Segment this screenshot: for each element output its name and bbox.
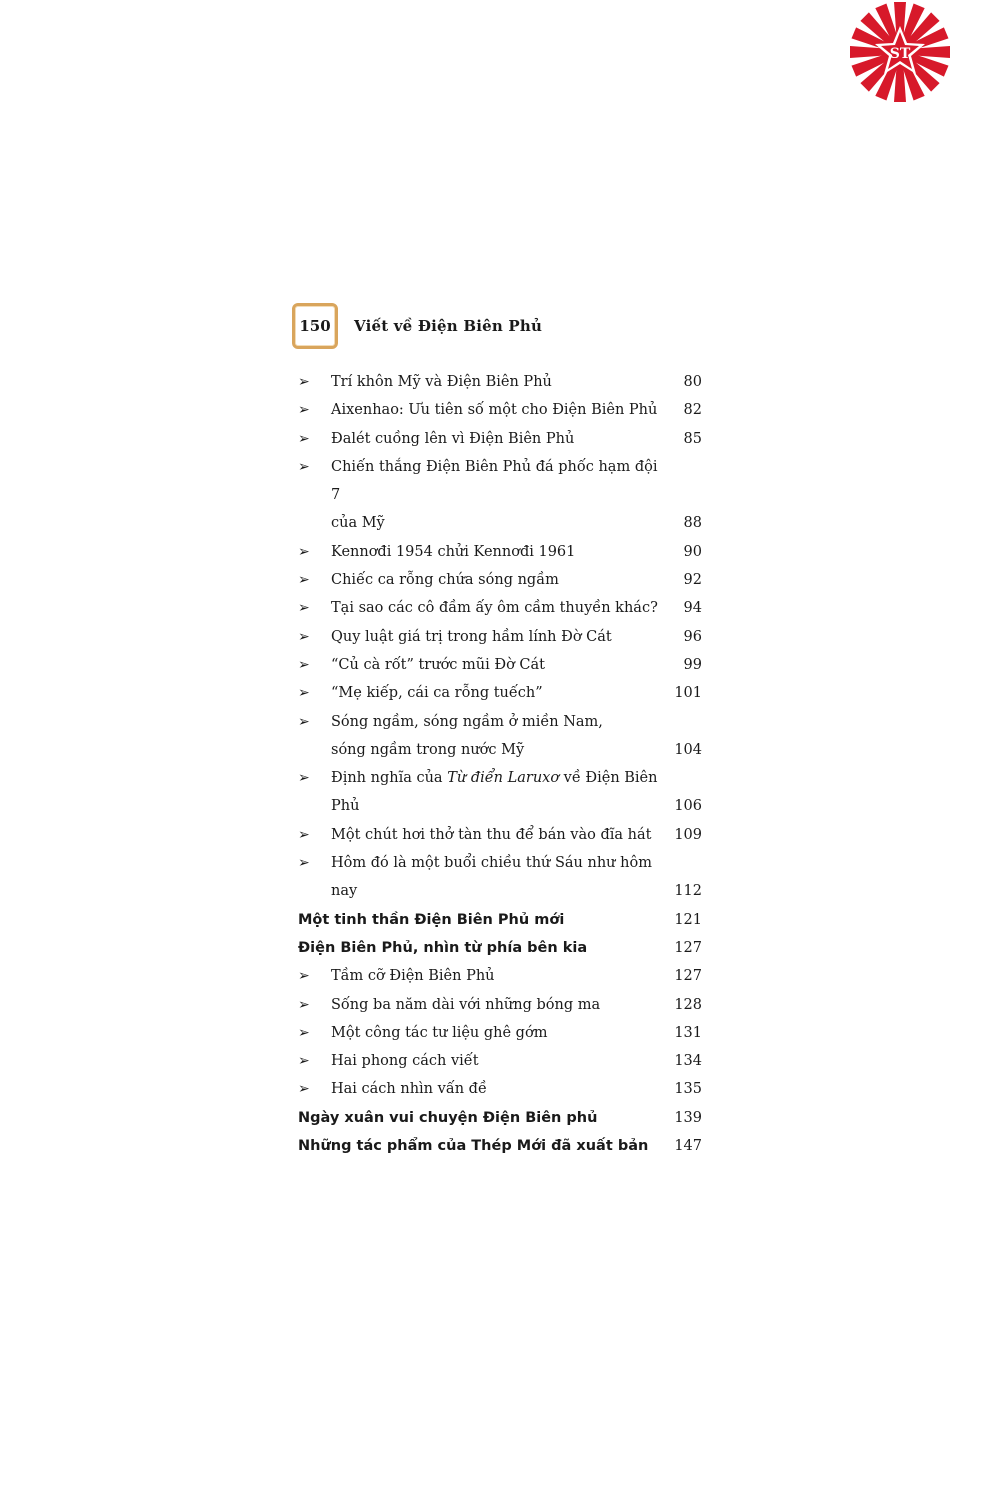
toc-entry-title (331, 368, 702, 396)
toc-page-number: 135 (674, 1081, 702, 1098)
toc-entry (298, 1075, 702, 1103)
toc-page-number: 96 (683, 628, 702, 645)
toc-entry (298, 962, 702, 990)
arrow-bullet-icon: ➢ (298, 1053, 310, 1070)
toc-entry-line: Điện Biên Phủ, nhìn từ phía bên kia (298, 939, 588, 956)
arrow-bullet-icon: ➢ (298, 1081, 310, 1098)
toc-entry-line: Một tinh thần Điện Biên Phủ mới (298, 911, 565, 928)
toc-entry-line: Một chút hơi thở tàn thu để bán vào đĩa hát (331, 826, 652, 843)
toc-entry-line: Đalét cuồng lên vì Điện Biên Phủ (331, 430, 575, 447)
toc-entry-title (331, 453, 702, 538)
toc-page-number: 101 (674, 685, 702, 702)
toc-entry-title (331, 566, 702, 594)
toc-page-number: 94 (683, 600, 702, 617)
toc-entry-suffix: về Điện Biên Phủ (331, 770, 658, 815)
arrow-bullet-icon: ➢ (298, 458, 310, 475)
toc-page-number: 121 (674, 911, 702, 928)
toc-entry-title (331, 821, 702, 849)
toc-entry-line: của Mỹ (331, 515, 385, 532)
toc-entry-title (331, 1019, 702, 1047)
toc-entry (298, 708, 702, 765)
arrow-bullet-icon: ➢ (298, 628, 310, 645)
toc-section-entry (298, 906, 702, 934)
toc-page-number: 106 (674, 798, 702, 815)
toc-entry (298, 425, 702, 453)
toc-entry (298, 679, 702, 707)
toc-page-number: 82 (683, 402, 702, 419)
toc-entry-line: “Mẹ kiếp, cái ca rỗng tuếch” (331, 685, 543, 702)
toc-entry-line: Sống ba năm dài với những bóng ma (331, 996, 601, 1013)
arrow-bullet-icon: ➢ (298, 770, 310, 787)
toc-entry (298, 849, 702, 906)
toc-entry-line: sóng ngầm trong nước Mỹ (331, 741, 525, 758)
arrow-bullet-icon: ➢ (298, 713, 310, 730)
arrow-bullet-icon: ➢ (298, 656, 310, 673)
arrow-bullet-icon: ➢ (298, 402, 310, 419)
toc-page-number: 99 (683, 656, 702, 673)
toc-entry-line: Aixenhao: Ưu tiên số một cho Điện Biên Phủ (331, 402, 658, 419)
arrow-bullet-icon: ➢ (298, 826, 310, 843)
toc-entry (298, 821, 702, 849)
toc-entry-line: Tầm cỡ Điện Biên Phủ (331, 968, 495, 985)
toc-entry-title (331, 425, 702, 453)
toc-entry (298, 538, 702, 566)
page-number: 150 (299, 317, 331, 335)
toc-entry-line: Trí khôn Mỹ và Điện Biên Phủ (331, 374, 552, 390)
toc-entry (298, 368, 702, 396)
toc-entry-line: Hai cách nhìn vấn đề (331, 1081, 487, 1098)
toc-entry-line: Ngày xuân vui chuyện Điện Biên phủ (298, 1109, 598, 1126)
toc-entry (298, 651, 702, 679)
toc-entry-title (331, 538, 702, 566)
toc-entry-line: Hai phong cách viết (331, 1053, 479, 1070)
toc-page-number: 104 (674, 741, 702, 758)
toc-entry-line: Sóng ngầm, sóng ngầm ở miền Nam, (331, 713, 603, 730)
toc-entry (298, 1019, 702, 1047)
toc-entry-line: Kennơđi 1954 chửi Kennơđi 1961 (331, 543, 576, 560)
toc-entry-title (331, 991, 702, 1019)
toc-entry-line: “Củ cà rốt” trước mũi Đờ Cát (331, 656, 545, 673)
running-title: Viết về Điện Biên Phủ (354, 317, 543, 335)
toc-page-number: 127 (674, 939, 702, 956)
toc-page-number: 109 (674, 826, 702, 843)
toc-entry-title (331, 962, 702, 990)
toc-page-number: 85 (683, 430, 702, 447)
table-of-contents (298, 368, 702, 1160)
toc-page-number: 139 (674, 1109, 702, 1126)
toc-entry-title (331, 679, 702, 707)
arrow-bullet-icon: ➢ (298, 968, 310, 985)
arrow-bullet-icon: ➢ (298, 855, 310, 872)
toc-page-number: 90 (683, 543, 702, 560)
toc-section-entry (298, 934, 702, 962)
toc-section-entry (298, 1132, 702, 1160)
toc-entry-line (331, 764, 662, 821)
toc-entry (298, 396, 702, 424)
toc-entry-line: Tại sao các cô đầm ấy ôm cầm thuyền khác? (331, 600, 658, 617)
arrow-bullet-icon: ➢ (298, 374, 310, 390)
toc-entry-title (331, 849, 702, 906)
toc-page-number: 92 (683, 572, 702, 589)
arrow-bullet-icon: ➢ (298, 572, 310, 589)
toc-page-number: 134 (674, 1053, 702, 1070)
toc-entry-title (331, 1047, 702, 1075)
toc-entry-title (331, 396, 702, 424)
toc-entry-title (331, 1075, 702, 1103)
arrow-bullet-icon: ➢ (298, 600, 310, 617)
toc-page-number: 112 (674, 883, 702, 900)
arrow-bullet-icon: ➢ (298, 685, 310, 702)
arrow-bullet-icon: ➢ (298, 543, 310, 560)
toc-page-number: 88 (683, 515, 702, 532)
toc-entry-title (331, 764, 702, 821)
page-number-badge (292, 303, 338, 349)
arrow-bullet-icon: ➢ (298, 996, 310, 1013)
toc-entry (298, 453, 702, 538)
toc-page-number: 80 (683, 374, 702, 390)
toc-entry-prefix: Định nghĩa của (331, 770, 448, 787)
toc-entry (298, 764, 702, 821)
toc-entry-line: Hôm đó là một buổi chiều thứ Sáu như hôm nay (331, 855, 652, 900)
publisher-logo-icon (846, 0, 954, 104)
toc-entry-line: Một công tác tư liệu ghê gớm (331, 1024, 548, 1041)
toc-entry-title (331, 623, 702, 651)
toc-entry-title (331, 594, 702, 622)
arrow-bullet-icon: ➢ (298, 1024, 310, 1041)
toc-page-number: 131 (674, 1024, 702, 1041)
toc-entry (298, 594, 702, 622)
toc-page-number: 147 (674, 1138, 702, 1155)
toc-entry-title (298, 906, 702, 934)
toc-entry-title (298, 1104, 702, 1132)
toc-entry-title (331, 708, 702, 765)
toc-entry-title (331, 651, 702, 679)
toc-entry (298, 1047, 702, 1075)
running-header (292, 302, 542, 350)
toc-entry-title (298, 934, 702, 962)
toc-entry-line: Chiến thắng Điện Biên Phủ đá phốc hạm đội 7 (331, 458, 658, 504)
toc-entry-title (298, 1132, 702, 1160)
toc-entry (298, 991, 702, 1019)
logo-monogram: ST (889, 46, 911, 62)
toc-entry-italic-title: Từ điển Laruxơ (447, 770, 560, 787)
toc-entry (298, 566, 702, 594)
toc-page-number: 127 (674, 968, 702, 985)
arrow-bullet-icon: ➢ (298, 430, 310, 447)
toc-section-entry (298, 1104, 702, 1132)
toc-page-number: 128 (674, 996, 702, 1013)
toc-entry (298, 623, 702, 651)
toc-entry-line: Những tác phẩm của Thép Mới đã xuất bản (298, 1138, 649, 1155)
toc-entry-line: Quy luật giá trị trong hầm lính Đờ Cát (331, 628, 612, 645)
toc-entry-line: Chiếc ca rỗng chứa sóng ngầm (331, 572, 559, 589)
